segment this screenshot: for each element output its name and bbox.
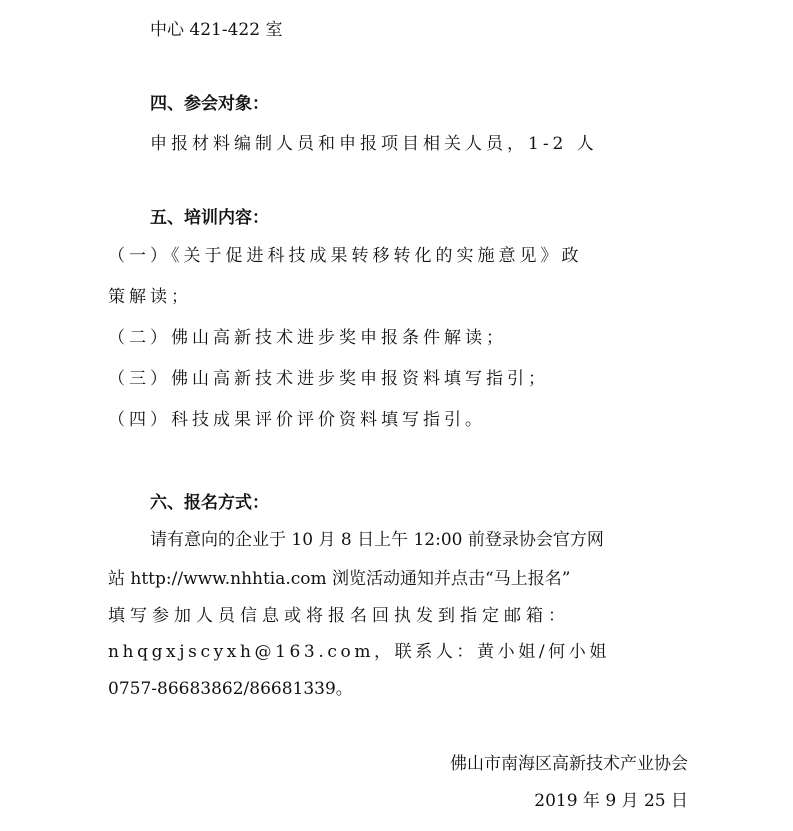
section-5-item-4: （四）科技成果评价评价资料填写指引。	[108, 410, 486, 430]
section-6-line-5: 0757-86683862/86681339。	[108, 679, 353, 699]
section-5-item-2: （二）佛山高新技术进步奖申报条件解读；	[108, 328, 507, 348]
section-6-line-1: 请有意向的企业于 10 月 8 日上午 12:00 前登录协会官方网	[150, 530, 604, 550]
section-6-line-3: 填写参加人员信息或将报名回执发到指定邮箱：	[108, 606, 570, 626]
signature-date: 2019 年 9 月 25 日	[534, 791, 688, 811]
section-5-heading: 五、培训内容：	[150, 208, 269, 228]
venue-room-line: 中心 421-422 室	[150, 20, 283, 40]
signature-organization: 佛山市南海区高新技术产业协会	[450, 754, 688, 774]
section-5-item-1-cont: 策解读；	[108, 287, 192, 307]
section-5-item-1: （一）《关于促进科技成果转移转化的实施意见》政	[108, 246, 583, 266]
section-4-body: 申报材料编制人员和申报项目相关人员，1-2 人	[150, 134, 598, 154]
section-4-heading: 四、参会对象：	[150, 94, 269, 114]
section-6-line-4: nhqgxjscyxh@163.com，联系人：黄小姐/何小姐	[108, 642, 610, 662]
section-6-line-2: 站 http://www.nhhtia.com 浏览活动通知并点击“马上报名”	[108, 569, 571, 589]
section-6-heading: 六、报名方式：	[150, 493, 269, 513]
section-5-item-3: （三）佛山高新技术进步奖申报资料填写指引；	[108, 369, 549, 389]
